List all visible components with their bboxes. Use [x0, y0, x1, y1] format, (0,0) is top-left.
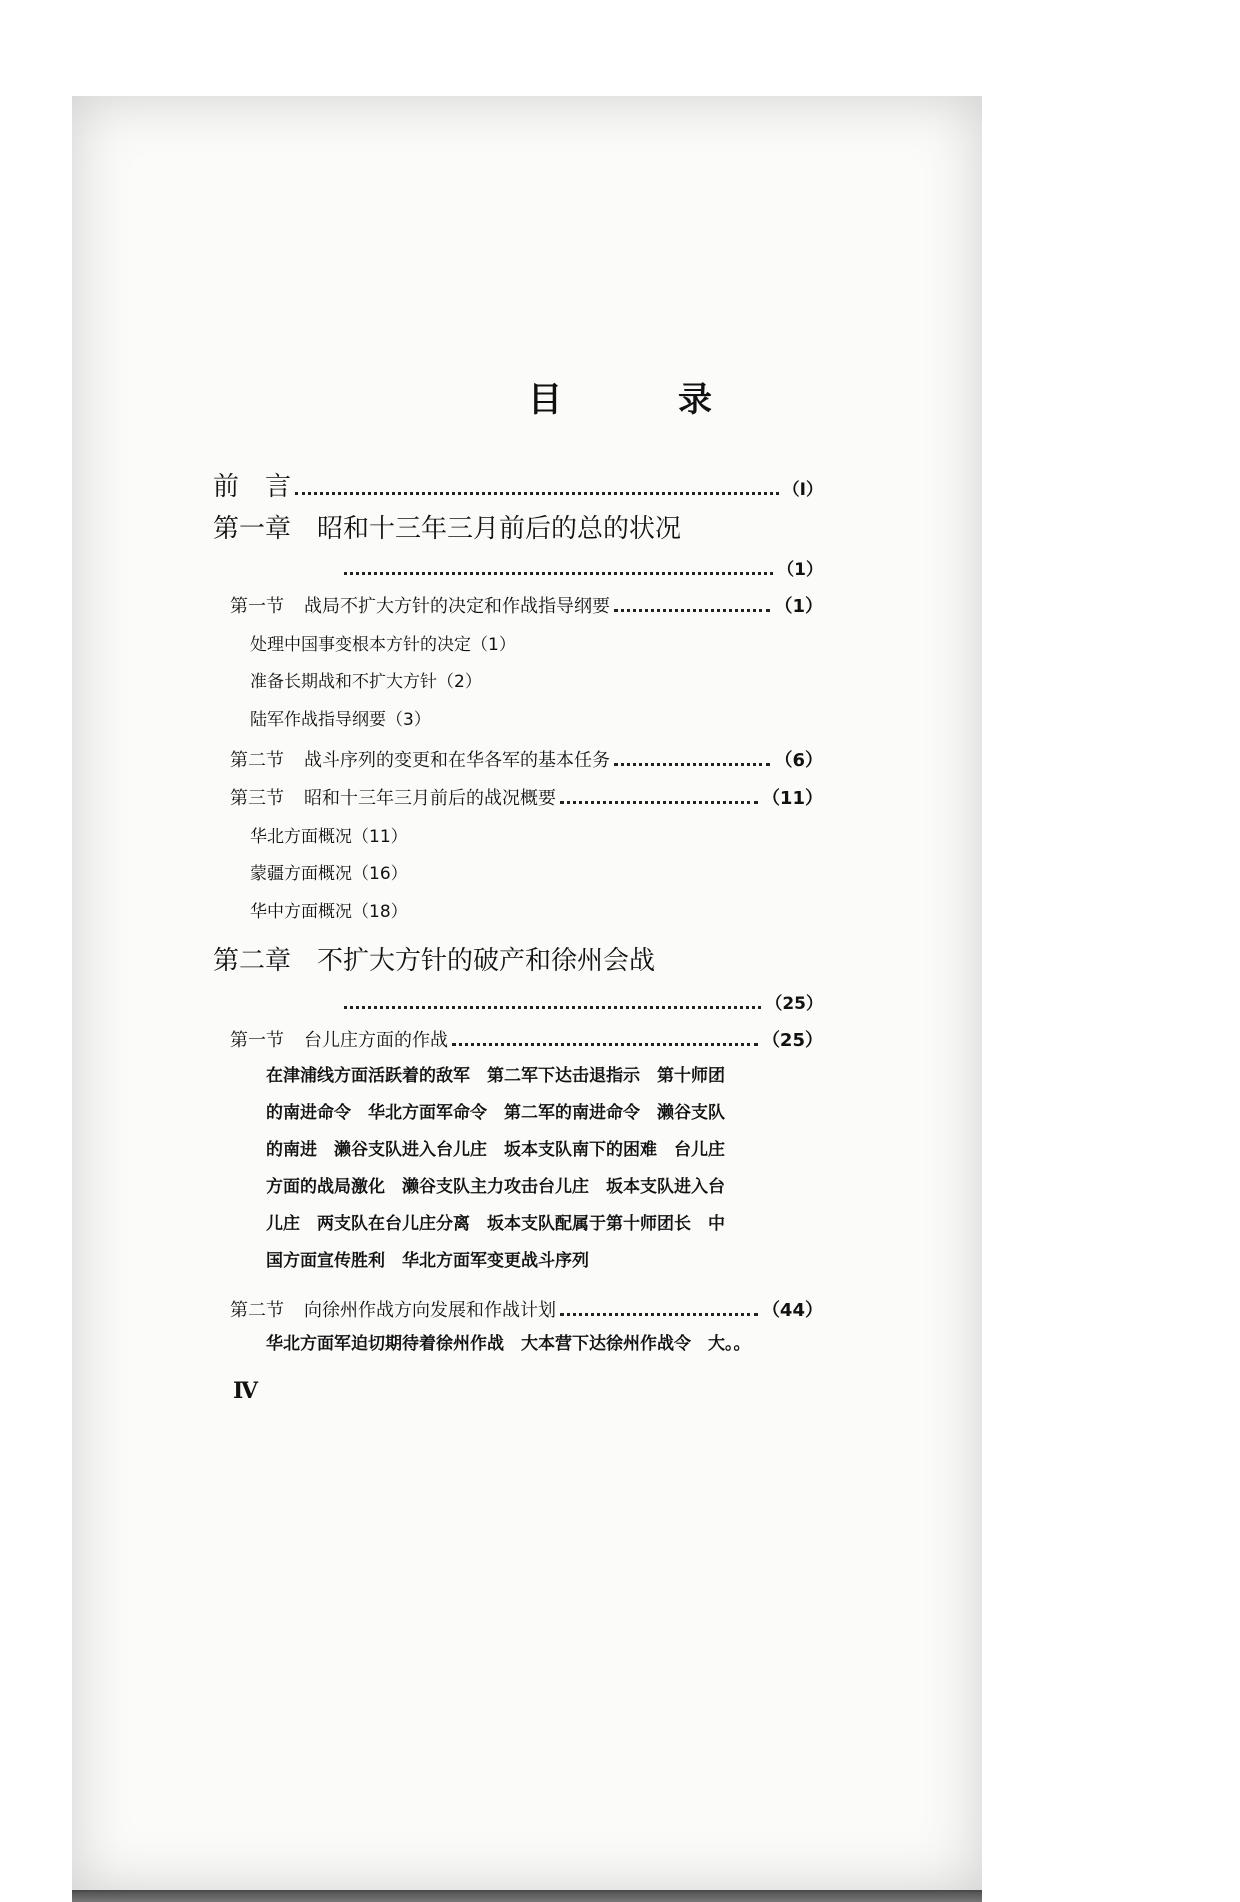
chapter-2-number: 第二章 — [213, 946, 292, 976]
subtopic: 准备长期战和不扩大方针（2） — [250, 672, 482, 692]
description-line: 国方面宣传胜利 华北方面军变更战斗序列 — [266, 1251, 589, 1271]
ch2-s1-description — [266, 1058, 786, 1280]
section-title: 战局不扩大方针的决定和作战指导纲要 — [304, 596, 610, 617]
section-title: 昭和十三年三月前后的战况概要 — [304, 788, 556, 809]
subtopic: 陆军作战指导纲要（3） — [250, 710, 431, 730]
section-number: 第一节 — [230, 1030, 284, 1051]
page-bottom-edge — [72, 1890, 982, 1902]
chapter-2-leader-line — [340, 989, 823, 1014]
section-title: 台儿庄方面的作战 — [304, 1030, 448, 1051]
page-number: Ⅳ — [233, 1378, 258, 1404]
subtopic: 蒙疆方面概况（16） — [250, 864, 408, 884]
section-number: 第二节 — [230, 1300, 284, 1321]
ch1-s3-sub-1 — [250, 822, 408, 847]
ch1-section-1 — [230, 592, 823, 618]
ch2-section-1 — [230, 1026, 823, 1052]
section-number: 第三节 — [230, 788, 284, 809]
chapter-2-page: （25） — [765, 994, 823, 1014]
subtopic: 华中方面概况（18） — [250, 902, 408, 922]
description-line: 儿庄 两支队在台儿庄分离 坂本支队配属于第十师团长 中 — [266, 1214, 725, 1234]
section-number: 第二节 — [230, 750, 284, 771]
section-page: （6） — [774, 750, 823, 771]
ch1-s1-sub-1 — [250, 630, 516, 655]
ch1-s3-sub-3 — [250, 897, 408, 922]
section-page: （1） — [774, 596, 823, 617]
chapter-1-number: 第一章 — [213, 514, 292, 544]
ch1-s3-sub-2 — [250, 859, 408, 884]
dot-leader — [295, 492, 779, 495]
description-line: 的南进 濑谷支队进入台儿庄 坂本支队南下的困难 台儿庄 — [266, 1140, 725, 1160]
toc-title — [0, 372, 1240, 421]
dot-leader — [344, 1006, 761, 1009]
section-title: 战斗序列的变更和在华各军的基本任务 — [304, 750, 610, 771]
ch1-s1-sub-3 — [250, 705, 431, 730]
chapter-2-title: 不扩大方针的破产和徐州会战 — [317, 946, 656, 976]
toc-entry-preface — [213, 466, 823, 503]
dot-leader — [452, 1043, 758, 1046]
chapter-1-heading — [213, 508, 681, 545]
title-char-1: 目 — [528, 380, 562, 420]
section-page: （11） — [761, 788, 823, 809]
preface-label: 前 言 — [213, 472, 292, 502]
ch1-s1-sub-2 — [250, 667, 482, 692]
ch1-section-2 — [230, 746, 823, 772]
chapter-1-leader-line — [340, 555, 823, 580]
section-number: 第一节 — [230, 596, 284, 617]
chapter-1-page: （1） — [777, 560, 823, 580]
preface-page: （I） — [782, 480, 823, 500]
ch2-s2-description — [266, 1326, 786, 1363]
title-char-2: 录 — [678, 380, 712, 420]
section-title: 向徐州作战方向发展和作战计划 — [304, 1300, 556, 1321]
dot-leader — [560, 801, 758, 804]
subtopic: 处理中国事变根本方针的决定（1） — [250, 635, 516, 655]
description-line: 的南进命令 华北方面军命令 第二军的南进命令 濑谷支队 — [266, 1103, 725, 1123]
description-line: 在津浦线方面活跃着的敌军 第二军下达击退指示 第十师团 — [266, 1066, 725, 1086]
chapter-1-title: 昭和十三年三月前后的总的状况 — [317, 514, 682, 544]
description-line: 华北方面军迫切期待着徐州作战 大本营下达徐州作战令 大。。 — [266, 1334, 751, 1354]
dot-leader — [614, 763, 770, 766]
section-page: （25） — [761, 1030, 823, 1051]
dot-leader — [614, 609, 770, 612]
section-page: （44） — [761, 1300, 823, 1321]
ch2-section-2 — [230, 1296, 823, 1322]
ch1-section-3 — [230, 784, 823, 810]
dot-leader — [344, 572, 773, 575]
dot-leader — [560, 1313, 758, 1316]
description-line: 方面的战局激化 濑谷支队主力攻击台儿庄 坂本支队进入台 — [266, 1177, 725, 1197]
chapter-2-heading — [213, 940, 655, 977]
subtopic: 华北方面概况（11） — [250, 827, 408, 847]
